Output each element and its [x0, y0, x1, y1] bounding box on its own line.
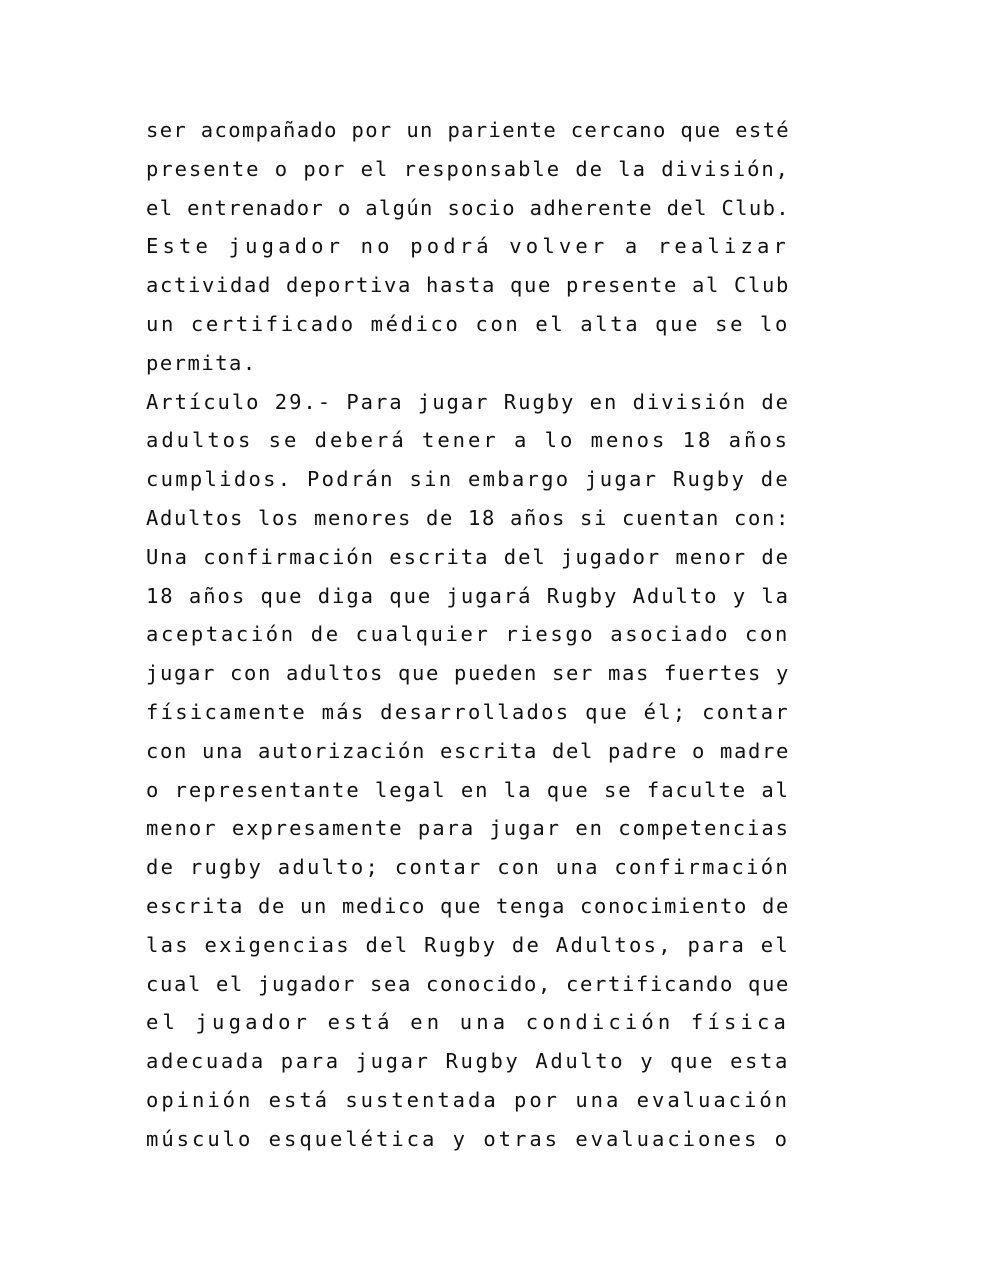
text-line: las exigencias del Rugby de Adultos, para el	[146, 932, 790, 957]
text-line: el jugador está en una condición física	[146, 1010, 790, 1035]
text-line: presente o por el responsable de la división,	[146, 156, 790, 181]
text-line: cual el jugador sea conocido, certificando que	[146, 971, 790, 996]
text-line: el entrenador o algún socio adherente del Club.	[146, 195, 790, 220]
text-line: 18 años que diga que jugará Rugby Adulto y la	[146, 583, 790, 608]
text-line: o representante legal en la que se faculte al	[146, 777, 790, 802]
text-line: Artículo 29.- Para jugar Rugby en división de	[146, 389, 790, 414]
text-line: adultos se deberá tener a lo menos 18 años	[146, 428, 790, 453]
text-line: Adultos los menores de 18 años si cuentan con:	[146, 505, 790, 530]
text-line: ser acompañado por un pariente cercano que esté	[146, 118, 790, 142]
body-text	[146, 111, 790, 1159]
text-line: de rugby adulto; contar con una confirmación	[146, 855, 790, 880]
text-line: un certificado médico con el alta que se lo	[146, 311, 790, 336]
text-line: adecuada para jugar Rugby Adulto y que esta	[146, 1049, 790, 1074]
text-line: con una autorización escrita del padre o madre	[146, 738, 790, 763]
text-line: escrita de un medico que tenga conocimiento de	[146, 893, 790, 918]
text-line: menor expresamente para jugar en competencias	[146, 816, 790, 841]
text-line: Este jugador no podrá volver a realizar	[146, 234, 790, 259]
text-line: permita.	[146, 350, 257, 375]
text-line: cumplidos. Podrán sin embargo jugar Rugby de	[146, 467, 790, 492]
text-line: jugar con adultos que pueden ser mas fuertes y	[146, 661, 790, 686]
text-line: Una confirmación escrita del jugador menor de	[146, 544, 790, 569]
text-line: físicamente más desarrollados que él; contar	[146, 699, 790, 724]
text-line: aceptación de cualquier riesgo asociado con	[146, 622, 790, 647]
text-line: músculo esquelética y otras evaluaciones o	[146, 1126, 790, 1151]
text-line: actividad deportiva hasta que presente al Club	[146, 273, 790, 298]
text-line: opinión está sustentada por una evaluación	[146, 1087, 790, 1112]
